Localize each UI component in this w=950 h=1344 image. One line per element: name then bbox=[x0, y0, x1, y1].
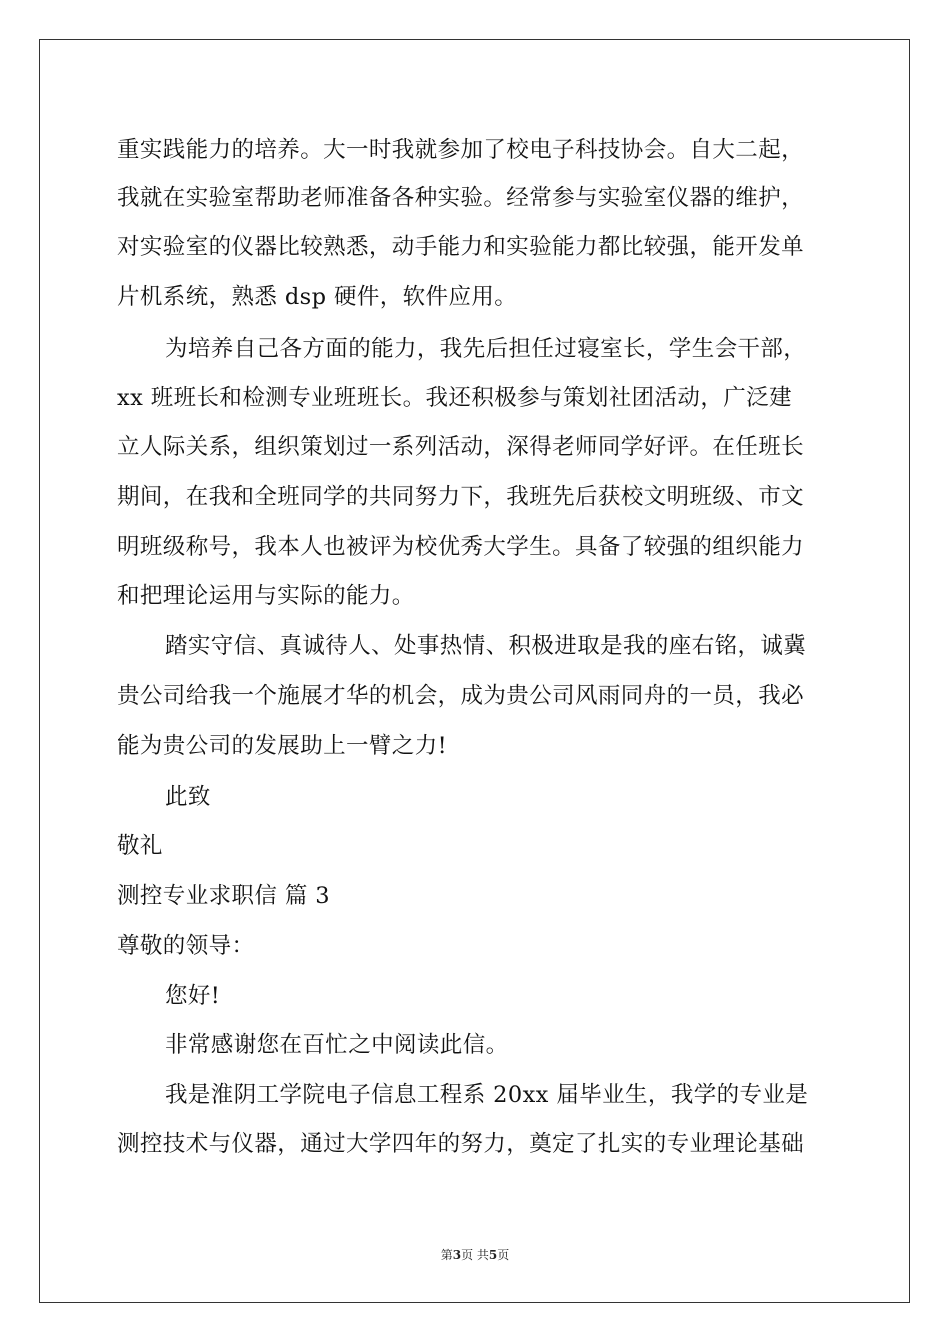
greeting: 尊敬的领导： bbox=[117, 933, 255, 959]
text-line: 我是淮阴工学院电子信息工程系 20xx 届毕业生，我学的专业是 bbox=[165, 1082, 809, 1108]
text-line: 我就在实验室帮助老师准备各种实验。经常参与实验室仪器的维护， bbox=[117, 185, 805, 211]
text-line: 您好! bbox=[165, 983, 221, 1009]
page-footer bbox=[0, 1247, 950, 1263]
text-line: 重实践能力的培养。大一时我就参加了校电子科技协会。自大二起， bbox=[117, 137, 805, 163]
closing-regards: 敬礼 bbox=[117, 833, 163, 859]
section-title: 测控专业求职信 篇 3 bbox=[117, 883, 331, 909]
closing-salutation: 此致 bbox=[165, 784, 211, 810]
text-line: xx 班班长和检测专业班班长。我还积极参与策划社团活动，广泛建 bbox=[117, 385, 792, 411]
text-line: 和把理论运用与实际的能力。 bbox=[117, 583, 415, 609]
total-pages-number: 5 bbox=[488, 1248, 498, 1262]
text-line: 非常感谢您在百忙之中阅读此信。 bbox=[165, 1032, 509, 1058]
text-line: 立人际关系，组织策划过一系列活动，深得老师同学好评。在任班长 bbox=[117, 434, 805, 460]
page-border bbox=[39, 39, 910, 1303]
text-line: 能为贵公司的发展助上一臂之力! bbox=[117, 733, 448, 759]
text-line: 为培养自己各方面的能力，我先后担任过寝室长，学生会干部， bbox=[165, 336, 807, 362]
text-line: 贵公司给我一个施展才华的机会，成为贵公司风雨同舟的一员，我必 bbox=[117, 683, 805, 709]
text-line: 踏实守信、真诚待人、处事热情、积极进取是我的座右铭，诚冀 bbox=[165, 633, 807, 659]
text-line: 期间，在我和全班同学的共同努力下，我班先后获校文明班级、市文 bbox=[117, 484, 805, 510]
page-suffix: 页 bbox=[497, 1248, 510, 1262]
text-line: 明班级称号，我本人也被评为校优秀大学生。具备了较强的组织能力 bbox=[117, 534, 805, 560]
text-line: 对实验室的仪器比较熟悉，动手能力和实验能力都比较强，能开发单 bbox=[117, 234, 805, 260]
page-middle: 页 共 bbox=[461, 1248, 489, 1262]
page-prefix: 第 bbox=[440, 1248, 453, 1262]
text-line: 片机系统，熟悉 dsp 硬件，软件应用。 bbox=[117, 284, 518, 310]
current-page-number: 3 bbox=[452, 1248, 462, 1262]
text-line: 测控技术与仪器，通过大学四年的努力，奠定了扎实的专业理论基础 bbox=[117, 1131, 805, 1157]
